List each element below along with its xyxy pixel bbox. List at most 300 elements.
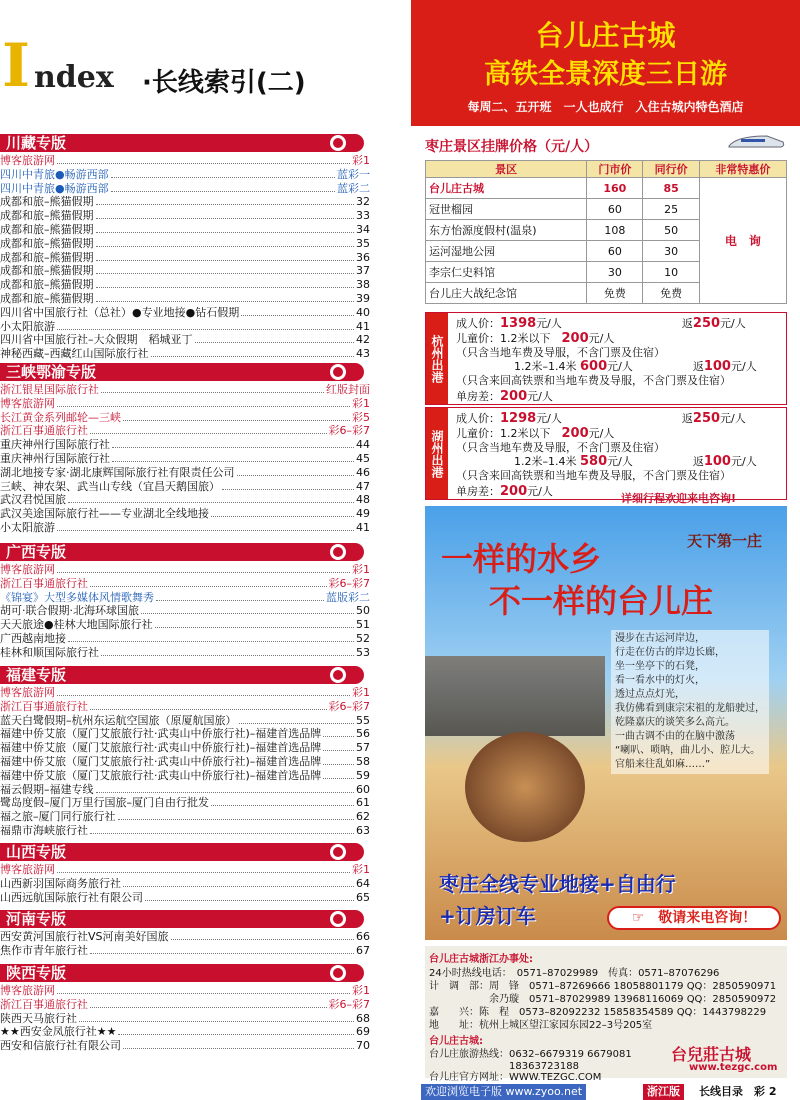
index-entry (0, 1039, 370, 1053)
departure-text: 元/人 (588, 427, 615, 440)
departure-text: 200 (561, 331, 589, 346)
index-entry (0, 769, 370, 783)
section-title: 广西专版 (6, 543, 67, 561)
entry-page: 51 (356, 618, 370, 632)
retail-price: 免费 (587, 283, 643, 304)
leader-dots (90, 577, 327, 587)
leader-dots (323, 769, 354, 779)
index-entry (0, 577, 370, 591)
entry-name: 武汉君悦国旅 (0, 493, 66, 507)
index-entry (0, 438, 370, 452)
entry-name: 成都和旅–熊猫假期 (0, 264, 94, 278)
entry-name: 博客旅游网 (0, 863, 55, 876)
departure-text: 元/人 (730, 455, 757, 468)
index-entry (0, 168, 370, 182)
index-entry (0, 223, 370, 237)
special-price: 电 询 (699, 178, 786, 304)
leader-dots (156, 591, 324, 601)
leader-dots (96, 251, 355, 261)
leader-dots (323, 727, 354, 737)
section-header (0, 964, 364, 982)
departure-text: 元/人 (607, 455, 633, 468)
leader-dots (112, 438, 354, 448)
departure-line (456, 467, 731, 483)
leader-dots (195, 333, 355, 343)
poem-line: 坐一坐亭下的石凳， (615, 661, 705, 672)
retail-price: 160 (587, 178, 643, 199)
departure-line (456, 410, 746, 426)
footer-edition: 浙江版 (643, 1084, 684, 1100)
index-entry (0, 1025, 370, 1039)
departure-text: 返 (681, 412, 693, 425)
entry-name: 小太阳旅游 (0, 319, 55, 333)
departure-label: 杭州出港 (426, 313, 448, 404)
tour-banner (411, 0, 800, 126)
index-entry (0, 618, 370, 632)
entry-name: 福建中侨艾旅（厦门艾旅旅行社·武夷山中侨旅行社)–福建首选品牌 (0, 755, 322, 768)
index-entry (0, 741, 370, 755)
entry-page: 36 (356, 250, 370, 264)
entry-name: 四川中青旅●畅游西部 (0, 167, 109, 181)
leader-dots (118, 1025, 354, 1035)
index-entry (0, 292, 370, 306)
section-ball-icon (330, 911, 346, 927)
departure-text: 200 (561, 426, 589, 441)
entry-page: 彩5 (352, 410, 370, 424)
entry-page: 彩6–彩7 (328, 424, 370, 438)
entry-page: 43 (356, 347, 370, 361)
section-ball-icon (330, 844, 346, 860)
entry-page: 61 (356, 796, 370, 810)
entry-name: 浙江百事通旅行社 (0, 997, 88, 1011)
banner-title: 台儿庄古城 (535, 19, 676, 52)
entry-name: 小太阳旅游 (0, 521, 55, 534)
section-ball-icon (330, 965, 346, 981)
section-header (0, 843, 364, 861)
section-header (0, 666, 364, 684)
departure-text: 元/人 (588, 332, 615, 345)
hangzhou-departure (425, 312, 787, 405)
entry-name: 陕西天马旅行社 (0, 1011, 77, 1025)
section-header (0, 910, 364, 928)
entry-name: 《锦宴》大型多媒体风情歌舞秀 (0, 590, 154, 604)
entry-name: 福建中侨艾旅（厦门艾旅旅行社·武夷山中侨旅行社)–福建首选品牌 (0, 768, 322, 782)
entry-page: 69 (356, 1025, 370, 1039)
index-entry (0, 154, 370, 168)
index-entry (0, 686, 370, 700)
index-entry (0, 424, 370, 438)
entry-page: 60 (356, 782, 370, 796)
banner-schedule: 每周二、五开班 一人也成行 入住古城内特色酒店 (467, 100, 744, 114)
index-entry (0, 347, 370, 361)
entry-name: 博客旅游网 (0, 563, 55, 576)
detail-note: 详细行程欢迎来电咨询! (621, 492, 737, 505)
leader-dots (211, 507, 354, 517)
poem-line: 漫步在古运河岸边， (615, 633, 705, 644)
entry-page: 彩6–彩7 (328, 699, 370, 713)
entry-name: ★★西安金凤旅行社★★ (0, 1025, 117, 1039)
index-entry (0, 209, 370, 223)
section-ball-icon (330, 544, 346, 560)
promo-service: 枣庄全线专业地接+自由行 (439, 872, 676, 896)
promo-headline-1: 一样的水乡 (441, 540, 602, 578)
index-entry (0, 251, 370, 265)
logo-url: www.tezgc.com (689, 1062, 778, 1073)
banner-subtitle: 高铁全景深度三日游 (484, 59, 727, 90)
index-entry (0, 411, 370, 425)
entry-name: 西安和信旅行社有限公司 (0, 1039, 121, 1053)
entry-page: 55 (356, 713, 370, 727)
entry-name: 桂林和顺国际旅行社 (0, 645, 99, 659)
departure-text: 200 (500, 389, 528, 404)
section-title: 川藏专版 (6, 134, 67, 152)
index-entry (0, 1012, 370, 1026)
index-entry (0, 727, 370, 741)
entry-name: 浙江百事通旅行社 (0, 576, 88, 590)
section-title: 福建专版 (6, 666, 67, 684)
leader-dots (96, 237, 355, 247)
leader-dots (90, 700, 327, 710)
gate-image (465, 732, 585, 842)
entry-page: 48 (356, 493, 370, 507)
entry-page: 67 (356, 943, 370, 957)
departure-text: 100 (703, 454, 731, 469)
index-entry (0, 591, 370, 605)
departure-label: 湖州出港 (426, 408, 448, 499)
index-title: ·长线索引(二) (142, 68, 306, 98)
poem-line: 我仿佛看到康宗宋祖的龙船驶过， (615, 703, 765, 714)
leader-dots (96, 278, 355, 288)
poem-line: 看一看水中的灯火， (615, 675, 705, 686)
entry-page: 33 (356, 209, 370, 223)
poem-line: 一曲古调不由的在脑中激荡 (615, 731, 735, 742)
section-header (0, 134, 364, 152)
page-footer (411, 1084, 800, 1100)
index-entry (0, 507, 370, 521)
entry-page: 39 (356, 292, 370, 305)
index-entry (0, 930, 370, 944)
index-entry (0, 891, 370, 905)
leader-dots (96, 783, 355, 793)
entry-page: 42 (356, 333, 370, 347)
taierzhuang-logo: 台兒莊古城 (671, 1045, 752, 1064)
entry-name: 湖北地接专家·湖北康辉国际旅行社有限责任公司 (0, 465, 235, 479)
entry-page: 彩1 (352, 863, 370, 876)
entry-page: 70 (356, 1039, 370, 1053)
entry-name: 广西越南地接 (0, 632, 66, 645)
leader-dots (155, 618, 354, 628)
departure-text: 元/人 (536, 412, 562, 425)
leader-dots (90, 824, 354, 834)
scenic-name: 台儿庄古城 (426, 178, 587, 199)
entry-name: 胡可·联合假期·北海环球国旅 (0, 604, 139, 618)
retail-price: 30 (587, 262, 643, 283)
section-header (0, 543, 364, 561)
entry-page: 彩1 (352, 984, 370, 997)
departure-text: （只含当地车费及导服，不含门票及住宿） (456, 346, 665, 359)
entry-name: 博客旅游网 (0, 686, 55, 699)
leader-dots (90, 998, 327, 1008)
trade-price: 10 (643, 262, 699, 283)
leader-dots (145, 891, 354, 901)
entry-name: 福鼎市海峡旅行社 (0, 824, 88, 837)
poem-line: “喇叭、唢呐，曲儿小、腔儿大。 (615, 745, 761, 756)
index-entry (0, 521, 370, 535)
index-word: ndex (34, 60, 114, 95)
entry-page: 65 (356, 890, 370, 904)
entry-page: 彩1 (352, 563, 370, 576)
train-icon (727, 132, 787, 152)
entry-name: 四川中青旅●畅游西部 (0, 181, 109, 195)
th-scenic: 景区 (426, 161, 587, 178)
departure-text: 儿童价：1.2米以下 (456, 332, 562, 345)
entry-name: 成都和旅–熊猫假期 (0, 278, 94, 292)
index-entry (0, 397, 370, 411)
poem-line: 官船来往乱如麻……” (615, 759, 711, 770)
departure-text: 成人价： (456, 317, 500, 330)
index-entry (0, 195, 370, 209)
poem-line: 乾隆嘉庆的谈笑多么高亢。 (615, 717, 735, 728)
ad-column (411, 0, 800, 1100)
departure-text: 1.2米–1.4米 (514, 360, 580, 373)
entry-page: 彩1 (352, 396, 370, 410)
th-retail: 门市价 (587, 161, 643, 178)
index-column (0, 0, 372, 1100)
entry-name: 焦作市青年旅行社 (0, 943, 88, 957)
town-image (425, 656, 605, 736)
entry-name: 西安黄河国旅行社VS河南美好国旅 (0, 930, 169, 943)
departure-text: （只含当地车费及导服，不含门票及住宿） (456, 441, 665, 454)
office-taierzhuang: 台儿庄古城: (429, 1036, 483, 1047)
contact-planner-2: 余乃璇 0571–87029989 13968116069 QQ：2850590972 (429, 994, 777, 1005)
scenic-name: 东方怡源度假村(温泉) (426, 220, 587, 241)
leader-dots (101, 646, 354, 656)
entry-name: 博客旅游网 (0, 154, 55, 167)
leader-dots (211, 796, 354, 806)
entry-page: 37 (356, 264, 370, 278)
index-entry (0, 984, 370, 998)
leader-dots (57, 154, 350, 164)
poem-line: 行走在仿古的岸边长廊， (615, 647, 725, 658)
leader-dots (96, 195, 355, 205)
huzhou-departure (425, 407, 787, 500)
leader-dots (57, 563, 350, 573)
leader-dots (90, 424, 327, 434)
entry-name: 成都和旅–熊猫假期 (0, 250, 94, 264)
departure-line (456, 483, 553, 499)
contact-jiaxing: 嘉 兴：陈 程 0573–82092232 15858354589 QQ：1443798229 (429, 1007, 767, 1018)
entry-name: 浙江百事通旅行社 (0, 424, 88, 438)
departure-text: 返 (692, 455, 704, 468)
index-entry (0, 383, 370, 397)
departure-text: 单房差： (456, 390, 500, 403)
entry-page: 68 (356, 1011, 370, 1025)
departure-text: 返 (681, 317, 693, 330)
entry-page: 62 (356, 810, 370, 824)
footer-page: 长线目录 彩 2 (699, 1085, 777, 1098)
index-entry (0, 646, 370, 660)
leader-dots (68, 493, 354, 503)
entry-page: 63 (356, 824, 370, 837)
entry-page: 彩1 (352, 154, 370, 167)
retail-price: 60 (587, 241, 643, 262)
departure-text: 100 (703, 359, 731, 374)
entry-page: 49 (356, 507, 370, 521)
leader-dots (57, 320, 354, 330)
index-entry (0, 604, 370, 618)
entry-page: 35 (356, 236, 370, 250)
entry-name: 山西新羽国际商务旅行社 (0, 876, 121, 890)
index-entry (0, 563, 370, 577)
contact-website: 台儿庄官方网址：WWW.TEZGC.COM (429, 1072, 602, 1083)
th-trade: 同行价 (643, 161, 699, 178)
entry-name: 长江黄金系列邮轮—三峡 (0, 410, 121, 424)
index-entry (0, 700, 370, 714)
entry-page: 38 (356, 278, 370, 292)
entry-page: 59 (356, 768, 370, 782)
leader-dots (241, 306, 354, 316)
entry-page: 蓝彩一 (337, 167, 370, 181)
entry-page: 41 (356, 521, 370, 534)
index-entry (0, 333, 370, 347)
section-title: 陕西专版 (6, 964, 67, 982)
departure-text: （只含来回高铁票和当地车费及导服，不含门票及住宿） (456, 469, 731, 482)
contact-address: 地 址：杭州上城区望江家园东园22–3号205室 (429, 1020, 653, 1031)
leader-dots (57, 686, 350, 696)
leader-dots (171, 930, 354, 940)
entry-name: 福之旅–厦门同行旅行社 (0, 810, 116, 824)
index-entry (0, 466, 370, 480)
entry-page: 58 (356, 755, 370, 768)
leader-dots (111, 182, 335, 192)
entry-page: 彩1 (352, 686, 370, 699)
departure-text: 元/人 (720, 412, 746, 425)
contact-mobile: 18363723188 (429, 1061, 579, 1072)
entry-name: 三峡、神农架、武当山专线（宜昌天鹅国旅） (0, 479, 220, 493)
contact-box (425, 946, 787, 1083)
scenic-name: 运河湿地公园 (426, 241, 587, 262)
index-letter: I (2, 31, 31, 101)
scenic-name: 李宗仁史料馆 (426, 262, 587, 283)
leader-dots (96, 264, 355, 274)
trade-price: 25 (643, 199, 699, 220)
price-title: 枣庄景区挂牌价格（元/人） (425, 139, 599, 155)
leader-dots (222, 480, 354, 490)
leader-dots (237, 466, 355, 476)
consult-badge: ☞ 敬请来电咨询！ (607, 906, 781, 930)
trade-price: 50 (643, 220, 699, 241)
trade-price: 85 (643, 178, 699, 199)
entry-name: 浙江银星国际旅行社 (0, 383, 99, 396)
departure-line (456, 315, 746, 331)
index-entry (0, 306, 370, 320)
leader-dots (118, 810, 355, 820)
retail-price: 60 (587, 199, 643, 220)
index-entry (0, 810, 370, 824)
entry-name: 四川省中国旅行社–大众假期 稻城亚丁 (0, 333, 193, 347)
index-entry (0, 237, 370, 251)
leader-dots (57, 863, 350, 873)
entry-name: 博客旅游网 (0, 396, 55, 410)
scenic-name: 冠世榴园 (426, 199, 587, 220)
entry-page: 蓝彩二 (337, 181, 370, 195)
section-ball-icon (330, 135, 346, 151)
promo-poem (611, 630, 769, 774)
departure-text: 单房差： (456, 485, 500, 498)
entry-name: 四川省中国旅行社（总社）●专业地接●钻石假期 (0, 305, 240, 319)
leader-dots (96, 209, 355, 219)
departure-text: （只含来回高铁票和当地车费及导服，不含门票及住宿） (456, 374, 731, 387)
entry-name: 博客旅游网 (0, 984, 55, 997)
entry-name: 福建中侨艾旅（厦门艾旅旅行社·武夷山中侨旅行社)–福建首选品牌 (0, 727, 322, 741)
contact-hotline: 24小时热线电话： 0571–87029989 传真：0571–87076296 (429, 968, 720, 979)
entry-name: 成都和旅–熊猫假期 (0, 236, 94, 250)
leader-dots (90, 944, 354, 954)
entry-page: 64 (356, 876, 370, 890)
leader-dots (323, 741, 354, 751)
entry-page: 66 (356, 930, 370, 943)
departure-text: 元/人 (527, 485, 553, 498)
entry-page: 40 (356, 305, 370, 319)
leader-dots (96, 292, 355, 302)
leader-dots (57, 397, 350, 407)
departure-text: 元/人 (730, 360, 757, 373)
entry-name: 成都和旅–熊猫假期 (0, 292, 94, 305)
entry-page: 53 (356, 645, 370, 659)
leader-dots (123, 411, 350, 421)
entry-page: 50 (356, 604, 370, 618)
contact-planner-1: 计 调 部：周 锋 0571–87269666 18058801179 QQ：2850590971 (429, 981, 777, 992)
index-entry (0, 755, 370, 769)
departure-text: 1298 (500, 411, 537, 426)
section-ball-icon (330, 364, 346, 380)
entry-page: 52 (356, 632, 370, 645)
leader-dots (123, 1039, 354, 1049)
index-entry (0, 824, 370, 838)
section-ball-icon (330, 667, 346, 683)
section-header (0, 363, 364, 381)
departure-line (456, 372, 731, 388)
departure-text: 元/人 (607, 360, 633, 373)
departure-text: 1398 (500, 316, 537, 331)
entry-page: 红版封面 (326, 383, 370, 396)
entry-page: 34 (356, 223, 370, 236)
leader-dots (96, 223, 355, 233)
entry-name: 天天旅途●桂林大地国际旅行社 (0, 618, 153, 632)
departure-text: 600 (579, 359, 608, 374)
entry-page: 32 (356, 195, 370, 209)
departure-text: 成人价： (456, 412, 500, 425)
promo-photo (425, 506, 787, 940)
index-entry (0, 182, 370, 196)
entry-page: 46 (356, 465, 370, 479)
entry-page: 41 (356, 319, 370, 333)
retail-price: 108 (587, 220, 643, 241)
th-special: 非常特惠价 (699, 161, 786, 178)
entry-name: 浙江百事通旅行社 (0, 699, 88, 713)
index-entry (0, 480, 370, 494)
entry-name: 神秘西藏–西藏红山国际旅行社 (0, 347, 149, 361)
section-title: 三峡鄂渝专版 (6, 363, 97, 381)
promo-headline-2: 不一样的台儿庄 (489, 582, 714, 620)
promo-booking: +订房订车 (439, 904, 536, 928)
departure-text: 返 (692, 360, 704, 373)
entry-name: 山西远航国际旅行社有限公司 (0, 890, 143, 904)
footer-website[interactable]: 欢迎浏览电子版 www.zyoo.net (421, 1084, 586, 1100)
index-entry (0, 452, 370, 466)
entry-name: 重庆神州行国际旅行社 (0, 452, 110, 465)
entry-page: 47 (356, 479, 370, 493)
